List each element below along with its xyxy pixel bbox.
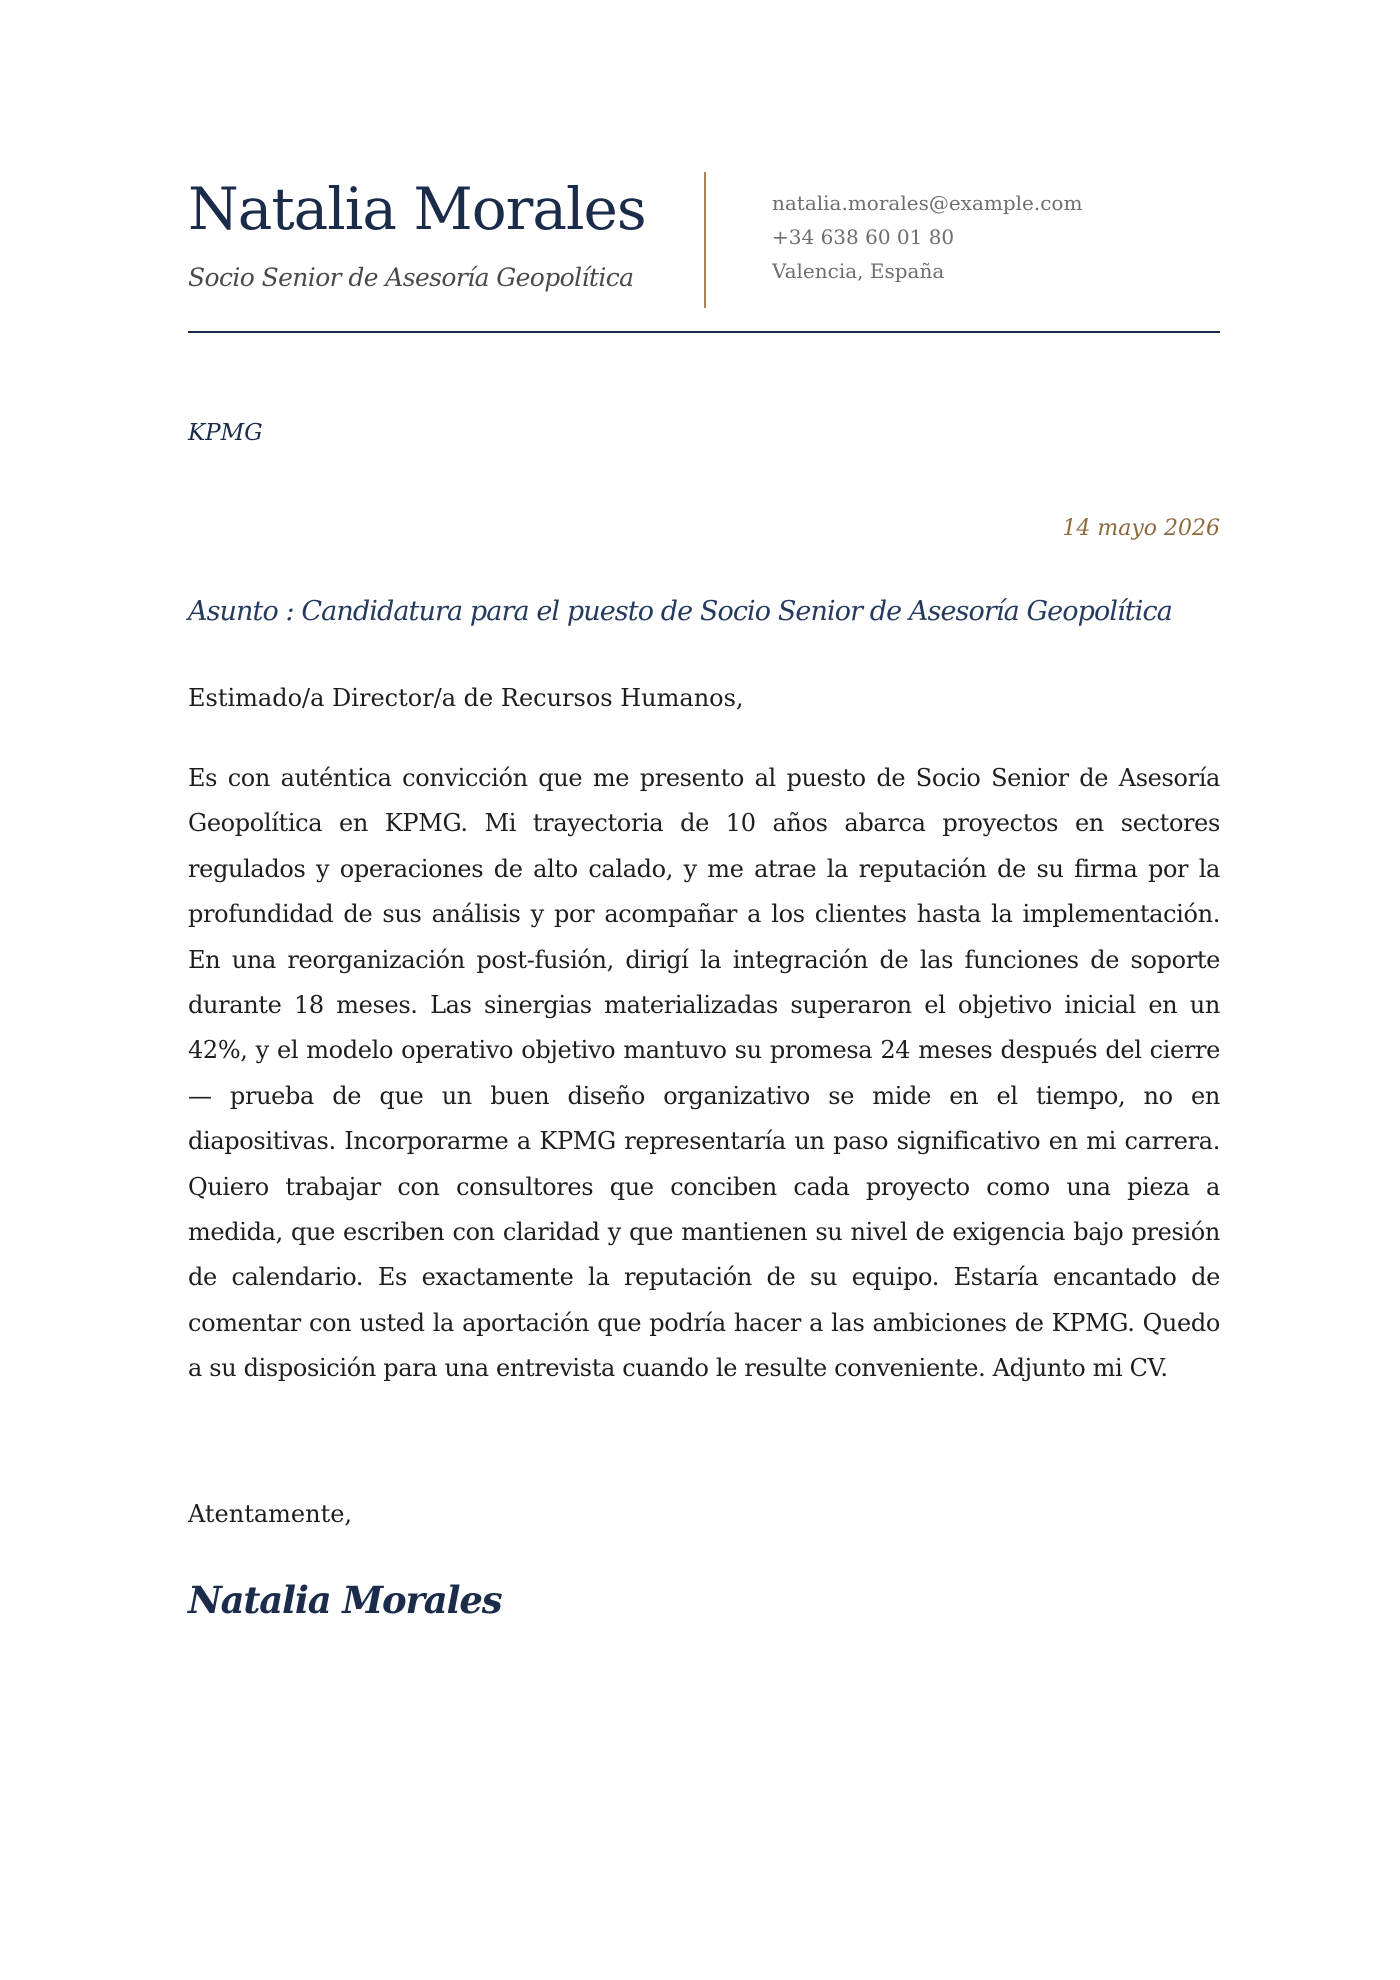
letter-subject: Asunto : Candidatura para el puesto de Socio Senior de Asesoría Geopolítica (188, 596, 1172, 627)
letter-header (188, 172, 1220, 332)
sender-name: Natalia Morales (188, 175, 646, 243)
sender-role: Socio Senior de Asesoría Geopolítica (188, 263, 634, 292)
contact-email: natalia.morales@example.com (772, 191, 1083, 215)
contact-block (772, 186, 1082, 288)
header-rule (188, 331, 1220, 333)
letter-date: 14 mayo 2026 (1062, 516, 1220, 541)
header-divider (704, 172, 706, 308)
letter-body: Es con auténtica convicción que me presento al puesto de Socio Senior de Asesoría Geopolítica en KPMG. Mi trayectoria de 10 años abarca proyectos en sectores regulados y operaciones de alto calado, y me atrae la reputación de su firma por la profundidad de sus análisis y por acompañar a los clientes hasta la implementación. En una reorganización post-fusión, dirigí la integración de las funciones de soporte durante 18 meses. Las sinergias materializadas superaron el objetivo inicial en un 42%, y el modelo operativo objetivo mantuvo su promesa 24 meses después del cierre — prueba de que un buen diseño organizativo se mide en el tiempo, no en diapositivas. Incorporarme a KPMG representaría un paso significativo en mi carrera. Quiero trabajar con consultores que conciben cada proyecto como una pieza a medida, que escriben con claridad y que mantienen su nivel de exigencia bajo presión de calendario. Es exactamente la reputación de su equipo. Estaría encantado de comentar con usted la aportación que podría hacer a las ambiciones de KPMG. Quedo a su disposición para una entrevista cuando le resulte conveniente. Adjunto mi CV. (188, 764, 1220, 1383)
recipient: KPMG (188, 420, 263, 446)
signature: Natalia Morales (188, 1578, 502, 1622)
letter-greeting: Estimado/a Director/a de Recursos Humanos, (188, 684, 744, 712)
contact-location: Valencia, España (772, 259, 945, 283)
contact-phone: +34 638 60 01 80 (772, 225, 955, 249)
letter-closing: Atentamente, (188, 1500, 353, 1528)
